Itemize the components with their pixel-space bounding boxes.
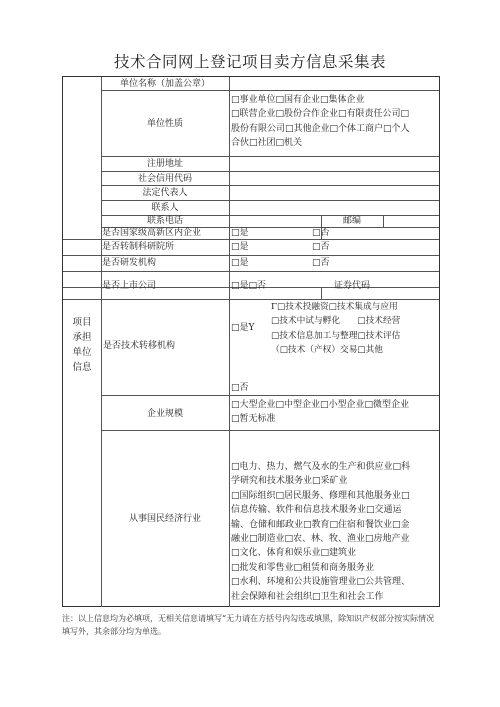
input-unit-name[interactable]: [230, 77, 439, 90]
enterprise-scale-options[interactable]: [231, 398, 439, 427]
label-legal-representative: 法定代表人: [142, 188, 188, 198]
industry-line[interactable]: 学研究和技术服务业□采矿业: [231, 476, 348, 487]
rd-no-option[interactable]: □否: [312, 258, 330, 268]
footnote: 注：以上信息均为必填项，无相关信息请填写“无力请在方括号内勾选或填黑，除知识产权部分按实际情况填写外，其余部分均为单选。: [62, 614, 435, 636]
label-postcode: 邮编: [342, 216, 361, 226]
restructured-no-option[interactable]: □否: [312, 242, 330, 252]
label-credit-code: 社会信用代码: [137, 174, 192, 184]
tech-service-line[interactable]: □技术中试与孵化 □技术经营: [271, 316, 401, 327]
label-enterprise-scale: 企业规模: [146, 409, 183, 419]
input-credit-code[interactable]: [230, 172, 439, 185]
rd-yes-option[interactable]: □是: [231, 258, 249, 268]
tech-service-line[interactable]: □技术信息加工与整理□技术评估: [271, 330, 401, 341]
input-registered-address[interactable]: [230, 157, 439, 171]
industry-line[interactable]: □水利、环境和公共设施管理业□公共管理、: [231, 577, 411, 588]
label-stock-code: 证券代码: [333, 281, 370, 291]
restructured-yes-option[interactable]: □是: [231, 242, 249, 252]
input-contact-person[interactable]: [230, 201, 439, 215]
tech-service-line[interactable]: （□技术（产权）交易□其他: [271, 344, 383, 355]
listed-options[interactable]: □是□否: [231, 281, 267, 291]
unit-nature-options[interactable]: [231, 93, 439, 150]
seller-info-form: [62, 76, 440, 607]
tech-transfer-service-options[interactable]: [271, 300, 439, 357]
hitech-no-option[interactable]: □否: [312, 228, 330, 238]
unit-nature-line[interactable]: □事业单位□国有企业□集体企业: [231, 95, 365, 105]
label-rd-organization: 是否研发机构: [102, 258, 157, 268]
industry-line[interactable]: 融业□制造业□农、林、牧、渔业□房地产业: [231, 534, 410, 545]
label-hitech-zone: 是否国家级高新区内企业: [102, 228, 202, 238]
input-stock-code[interactable]: [384, 288, 439, 299]
input-legal-representative[interactable]: [230, 186, 439, 200]
scale-line[interactable]: □大型企业□中型企业□小型企业□微型企业: [231, 400, 410, 410]
label-contact-person: 联系人: [151, 203, 179, 213]
label-registered-address: 注册地址: [146, 159, 183, 169]
hitech-yes-option[interactable]: □是: [231, 228, 249, 238]
unit-nature-line[interactable]: 合伙□社团□机关: [231, 137, 303, 148]
tech-service-line[interactable]: Γ□技术投融资□技术集成与应用: [271, 302, 398, 312]
label-listed-company: 是否上市公司: [102, 281, 157, 291]
input-postcode[interactable]: [384, 216, 439, 227]
industry-line[interactable]: □批发和零售业□租赁和商务服务业: [231, 562, 375, 573]
scale-line[interactable]: □暂无标准: [231, 414, 276, 425]
industry-line[interactable]: □电力、热力、燃气及水的生产和供应业□科: [231, 462, 411, 472]
industry-line[interactable]: 信息传输、软件和信息技术服务业□交通运: [231, 505, 402, 516]
label-tech-transfer-org: 是否技术转移机构: [103, 341, 176, 351]
tech-transfer-yes-option[interactable]: □是Y: [231, 323, 255, 333]
unit-nature-line[interactable]: □联营企业□股份合作企业□有限责任公司□: [231, 109, 410, 120]
unit-nature-line[interactable]: 股份有限公司□其他企业□个体工商户□个人: [231, 123, 410, 134]
industry-line[interactable]: 社会保障和社会组织□卫生和社会工作: [231, 591, 384, 602]
industry-line[interactable]: □国际组织□居民服务、修理和其他服务业□: [231, 490, 410, 501]
page-title: 技术合同网上登记项目卖方信息采集表: [113, 53, 386, 71]
industry-options[interactable]: [231, 460, 439, 604]
side-label-project-unit: 项目承担单位信息: [72, 317, 92, 373]
industry-line[interactable]: 输、仓储和邮政业□教育□住宿和餐饮业□金: [231, 519, 410, 530]
label-unit-nature: 单位性质: [146, 119, 183, 129]
label-phone: 联系电话: [146, 216, 183, 226]
tech-transfer-no-option[interactable]: □否: [231, 383, 249, 393]
industry-line[interactable]: □文化、体育和娱乐业□建筑业: [231, 548, 357, 559]
label-restructured-institute: 是否转制科研院所: [102, 242, 175, 252]
label-unit-name: 单位名称（加盖公章）: [119, 79, 210, 89]
label-industry: 从事国民经济行业: [128, 514, 201, 524]
